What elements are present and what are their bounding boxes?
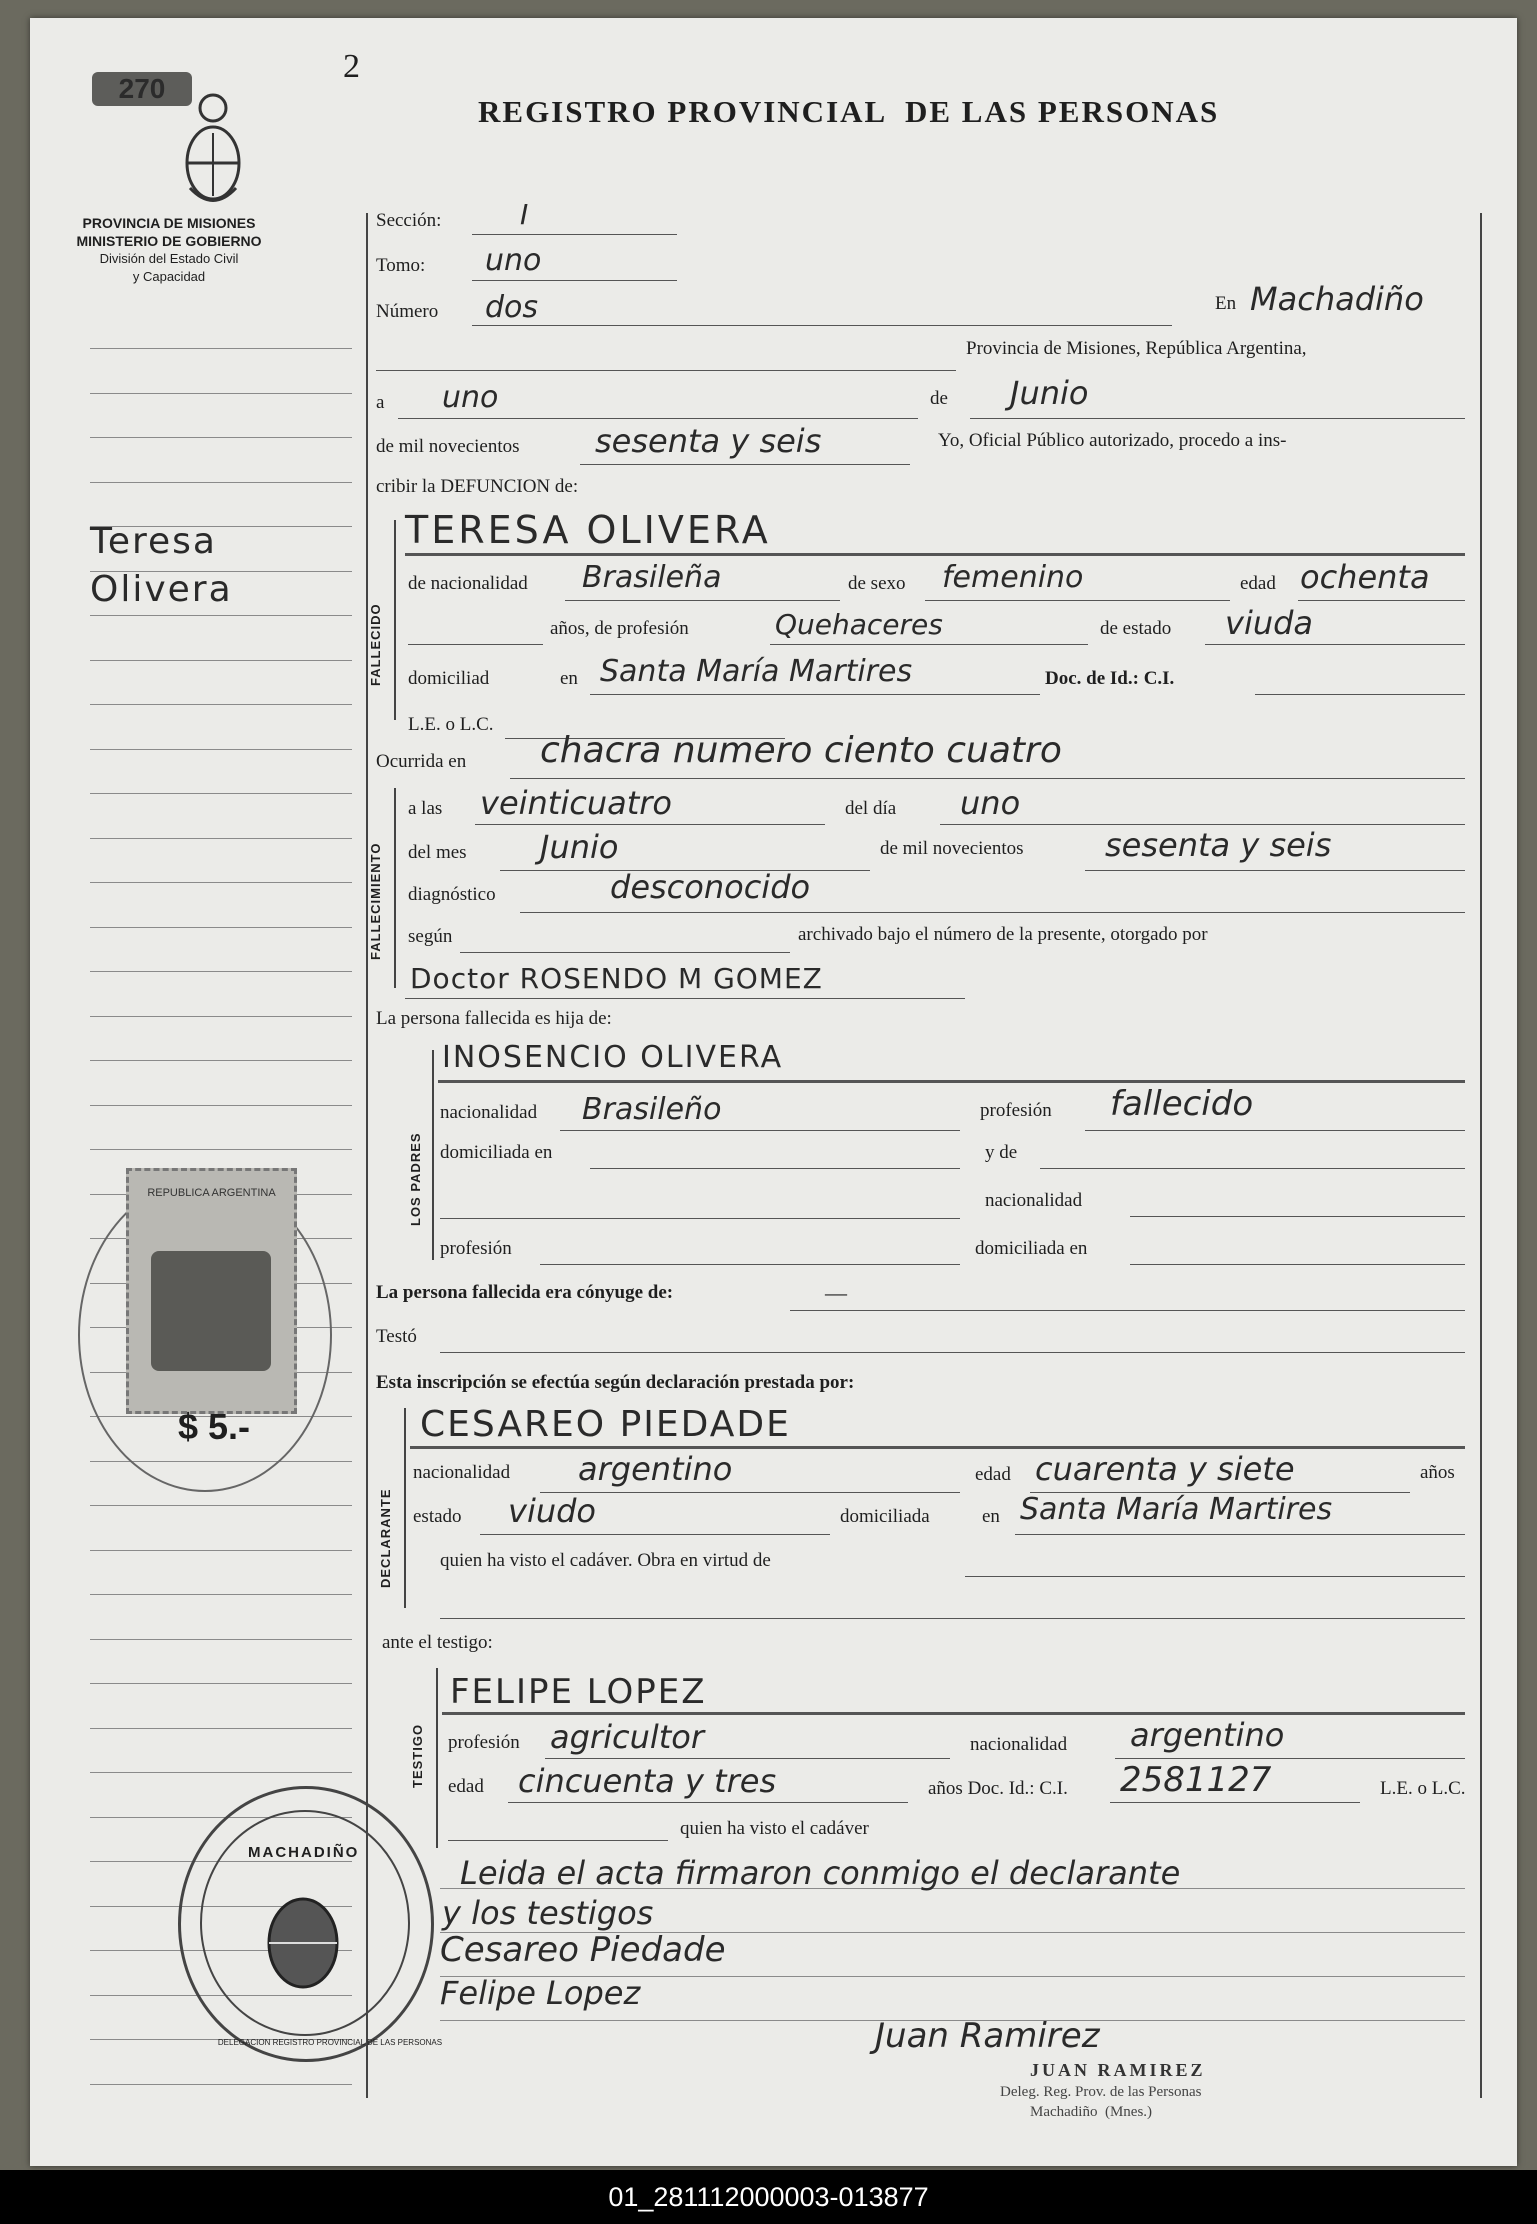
declarant-name: CESAREO PIEDADE [420,1404,791,1445]
anio-label: de mil novecientos [880,838,1024,859]
father-profession: fallecido [1110,1084,1254,1124]
declarante-intro: Esta inscripción se efectúa según declaración prestada por: [376,1372,855,1393]
seal-place-name: MACHADIÑO [248,1844,360,1861]
deceased-age: ochenta [1300,558,1430,596]
doctor-name: Doctor ROSENDO M GOMEZ [410,962,823,995]
deceased-civil-status: viuda [1225,604,1314,642]
father-nationality: Brasileño [582,1092,722,1127]
witness-doc-number: 2581127 [1120,1760,1272,1800]
testigo-visto-text: quien ha visto el cadáver [680,1818,869,1839]
testo-label: Testó [376,1326,417,1347]
witness-age: cincuenta y tres [518,1762,777,1800]
conyuge-value: — [825,1280,847,1305]
deceased-profession: Quehaceres [775,608,943,641]
declarant-civil-status: viudo [508,1492,596,1530]
dia-label: del día [845,798,897,819]
yo-text: Yo, Oficial Público autorizado, procedo a ins- [938,430,1287,451]
year-label: de mil novecientos [376,436,520,457]
declarant-signature: Cesareo Piedade [440,1930,726,1970]
fee-label: $ 5.- [178,1406,251,1447]
right-border [1480,213,1482,2098]
le-lc-label: L.E. o L.C. [408,714,494,735]
madre-dom-label: domiciliada en [975,1238,1088,1259]
testigo-doc-label: años Doc. Id.: C.I. [928,1778,1068,1799]
estado-label: de estado [1100,618,1172,639]
official-place: Machadiño (Mnes.) [1030,2104,1153,2120]
place-of-death: chacra numero ciento cuatro [540,730,1062,771]
padres-intro: La persona fallecida es hija de: [376,1008,612,1029]
numero-value: dos [485,290,539,325]
coat-of-arms-icon [178,88,248,218]
declarante-estado-label: estado [413,1506,462,1527]
seccion-label: Sección: [376,210,442,231]
hour-of-death: veinticuatro [480,784,672,822]
conyuge-label: La persona fallecida era cónyuge de: [376,1282,674,1303]
margin-note: Teresa Olivera [90,521,233,610]
madre-prof-label: profesión [440,1238,512,1259]
padre-dom-label: domiciliada en [440,1142,553,1163]
tomo-label: Tomo: [376,255,426,276]
stamp-portrait-icon [151,1251,271,1371]
declarant-age: cuarenta y siete [1035,1450,1295,1488]
declarante-en-label: en [982,1506,1000,1527]
numero-label: Número [376,301,439,322]
nacionalidad-label: de nacionalidad [408,573,528,594]
edad-label: edad [1240,573,1276,594]
image-id-footer: 01_281112000003-013877 [0,2170,1537,2224]
y-de-label: y de [985,1142,1018,1163]
declarante-anos-label: años [1420,1462,1455,1483]
year-value: sesenta y seis [595,422,822,460]
official-signature: Juan Ramirez [875,2016,1100,2056]
closing-line-2: y los testigos [442,1894,654,1932]
mes-label: del mes [408,842,467,863]
month-value: Junio [1010,374,1089,412]
deceased-address: Santa María Martires [600,654,913,689]
hora-label: a las [408,798,443,819]
declarante-nac-label: nacionalidad [413,1462,511,1483]
diagnosis: desconocido [610,868,811,906]
section-fallecimiento: FALLECIMIENTO [368,842,383,960]
official-name: JUAN RAMIREZ [1030,2060,1206,2080]
sexo-label: de sexo [848,573,906,594]
witness-name: FELIPE LOPEZ [450,1672,707,1712]
testigo-edad-label: edad [448,1776,484,1797]
domicilio-en-label: en [560,668,578,689]
declarant-address: Santa María Martires [1020,1492,1333,1527]
provincia-text: Provincia de Misiones, República Argentina, [966,338,1307,359]
declarant-nationality: argentino [578,1450,733,1488]
witness-signature: Felipe Lopez [440,1974,641,2012]
doc-id-label: Doc. de Id.: C.I. [1045,668,1175,689]
official-title: Deleg. Reg. Prov. de las Personas [1000,2084,1202,2100]
archivado-text: archivado bajo el número de la presente, otorgado por [798,924,1208,945]
en-value: Machadiño [1250,280,1424,318]
madre-nac-label: nacionalidad [985,1190,1083,1211]
a-label: a [376,392,385,413]
declarante-visto-text: quien ha visto el cadáver. Obra en virtud de [440,1550,771,1571]
testigo-intro: ante el testigo: [382,1632,493,1653]
seal-ring-text: DELEGACION REGISTRO PROVINCIAL DE LAS PERSONAS [217,2038,443,2047]
day-value: uno [442,380,499,415]
deceased-nationality: Brasileña [582,560,722,595]
testigo-nac-label: nacionalidad [970,1734,1068,1755]
father-name: INOSENCIO OLIVERA [442,1040,784,1075]
ocurrida-label: Ocurrida en [376,751,467,772]
diagnostico-label: diagnóstico [408,884,496,905]
testigo-le-label: L.E. o L.C. [1380,1778,1466,1799]
declarante-dom-label: domiciliada [840,1506,930,1527]
padre-nac-label: nacionalidad [440,1102,538,1123]
month-of-death: Junio [540,828,619,866]
day-of-death: uno [960,784,1021,822]
fiscal-stamp: REPUBLICA ARGENTINA [126,1168,297,1414]
profesion-label: años, de profesión [550,618,689,639]
padre-prof-label: profesión [980,1100,1052,1121]
en-label: En [1215,293,1237,314]
inscribir-text: cribir la DEFUNCION de: [376,476,579,497]
testigo-prof-label: profesión [448,1732,520,1753]
section-declarante: DECLARANTE [378,1488,393,1588]
seal-crest-icon [258,1888,348,1998]
witness-nationality: argentino [1130,1716,1285,1754]
year-of-death: sesenta y seis [1105,826,1332,864]
witness-profession: agricultor [550,1718,705,1756]
page-number: 2 [343,48,360,85]
declarante-edad-label: edad [975,1464,1011,1485]
closing-line-1: Leida el acta firmaron conmigo el declarante [460,1854,1181,1892]
section-testigo: TESTIGO [410,1723,425,1788]
tomo-value: uno [485,243,542,278]
deceased-name: TERESA OLIVERA [405,508,771,552]
segun-label: según [408,926,453,947]
certificate-page [30,18,1517,2166]
domicilio-label: domiciliad [408,668,490,689]
de-label: de [930,388,948,409]
deceased-sex: femenino [942,560,1084,595]
page-title: REGISTRO PROVINCIAL DE LAS PERSONAS [478,94,1220,129]
section-fallecido: FALLECIDO [368,603,383,686]
seccion-value: I [520,198,529,231]
folio-number: 270 [92,72,192,106]
section-padres: LOS PADRES [408,1132,423,1226]
issuing-authority: PROVINCIA DE MISIONES MINISTERIO DE GOBIERNO División del Estado Civil y Capacidad [76,215,262,284]
